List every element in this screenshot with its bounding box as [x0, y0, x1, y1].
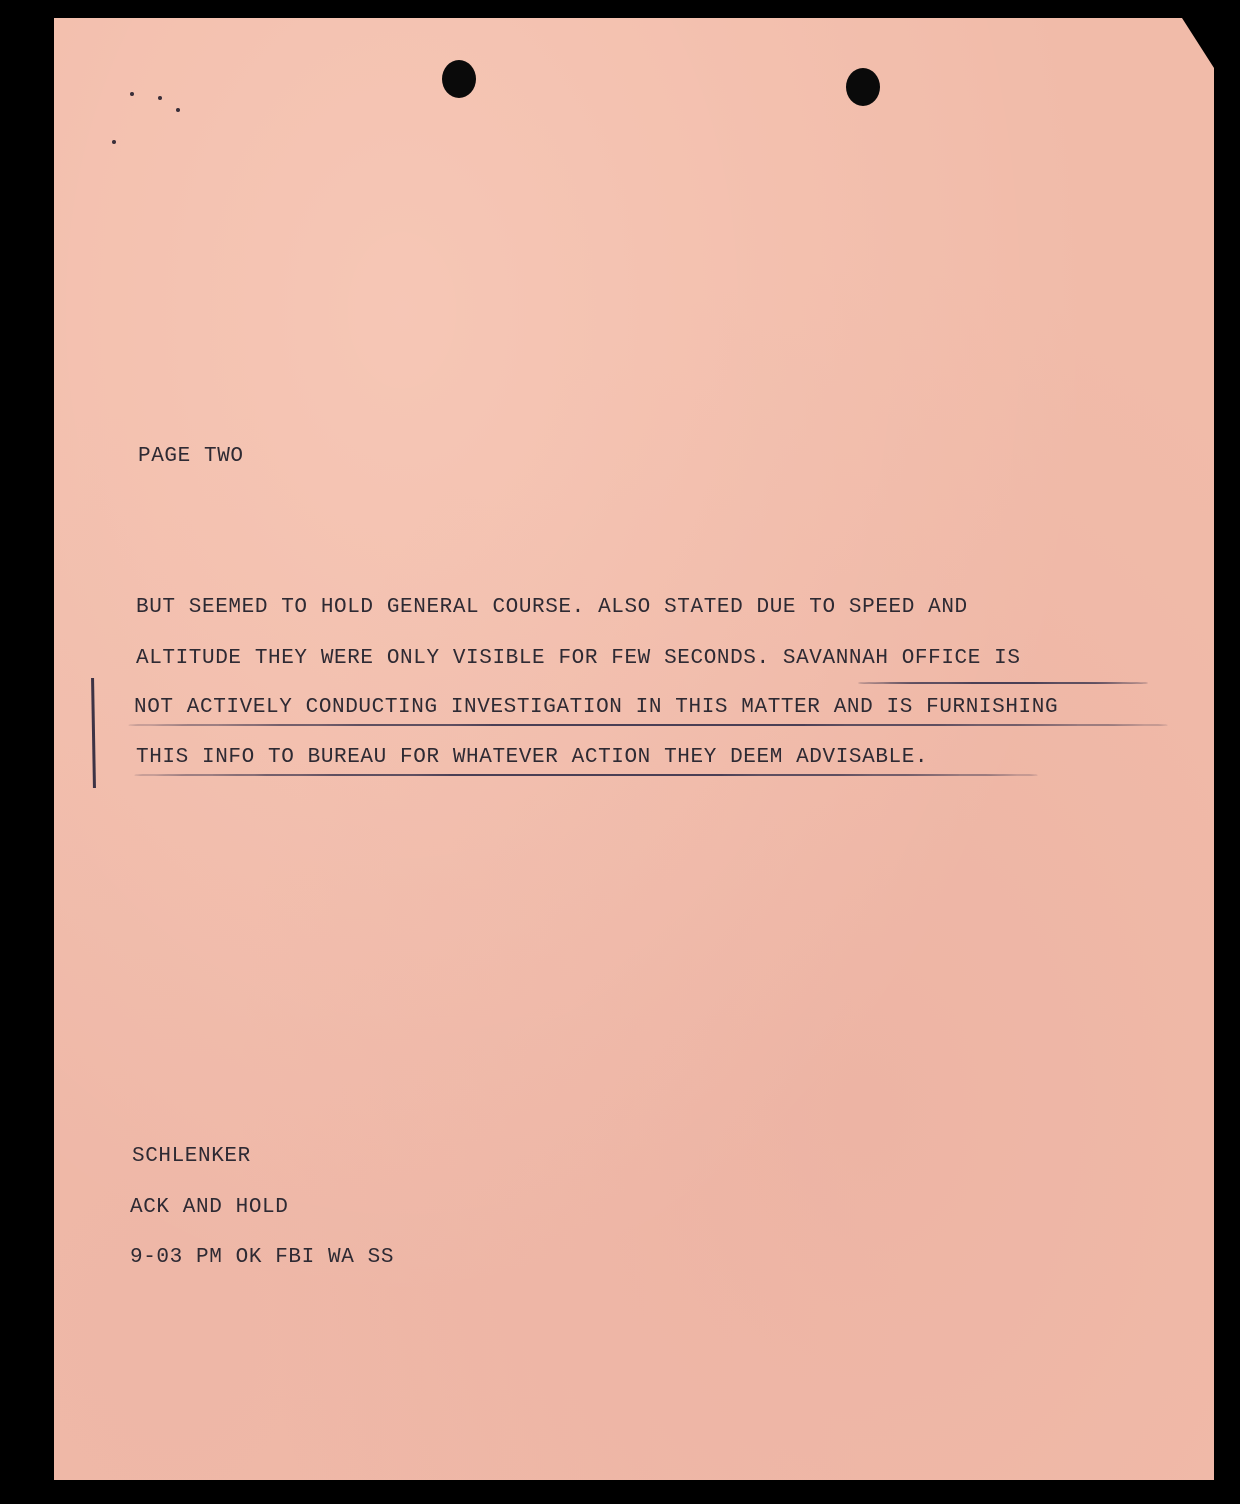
body-line: ALTITUDE THEY WERE ONLY VISIBLE FOR FEW SECONDS. SAVANNAH OFFICE IS	[136, 647, 1021, 670]
handwritten-underline	[134, 774, 1038, 776]
ink-speck	[130, 92, 134, 96]
ink-speck	[158, 96, 162, 100]
handwritten-underline	[128, 724, 1168, 726]
ink-speck	[176, 108, 180, 112]
body-line: THIS INFO TO BUREAU FOR WHATEVER ACTION THEY DEEM ADVISABLE.	[136, 746, 929, 769]
signature-name: SCHLENKER	[132, 1145, 251, 1168]
body-line: BUT SEEMED TO HOLD GENERAL COURSE. ALSO STATED DUE TO SPEED AND	[136, 596, 968, 619]
transmission-line: 9-03 PM OK FBI WA SS	[130, 1246, 395, 1269]
handwritten-underline	[858, 682, 1148, 684]
acknowledgment-line: ACK AND HOLD	[130, 1196, 289, 1219]
ink-speck	[112, 140, 116, 144]
punch-hole	[442, 60, 476, 98]
page-heading: PAGE TWO	[138, 445, 244, 468]
punch-hole	[846, 68, 880, 106]
body-line: NOT ACTIVELY CONDUCTING INVESTIGATION IN THIS MATTER AND IS FURNISHING	[134, 696, 1059, 719]
